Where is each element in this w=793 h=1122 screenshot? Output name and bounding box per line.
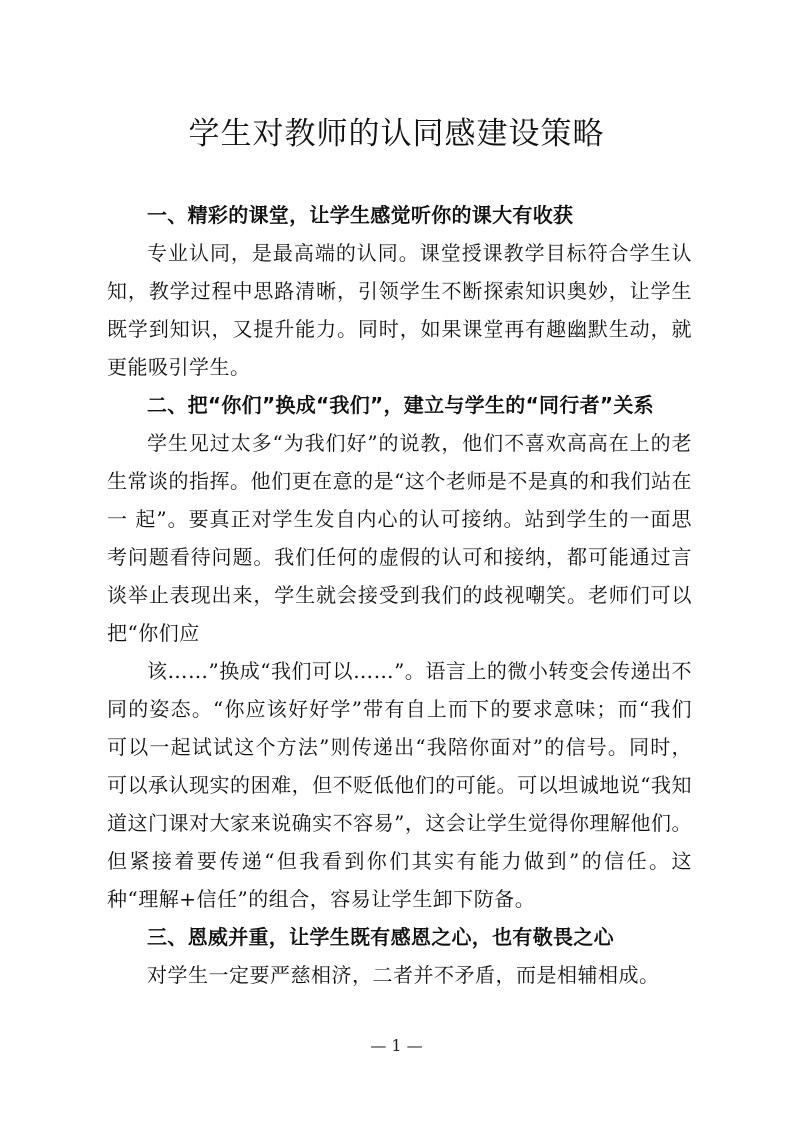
paragraph: 专业认同，是最高端的认同。课堂授课教学目标符合学生认知，教学过程中思路清晰，引领学生不断探索知识奥妙，让学生既学到知识，又提升能力。同时，如果课堂再有趣幽默生动，就更能吸引学生。 <box>107 241 692 379</box>
document-title: 学生对教师的认同感建设策略 <box>188 116 605 152</box>
paragraph: 对学生一定要严慈相济，二者并不矛盾，而是相辅相成。 <box>147 963 660 987</box>
page-number: — 1 — <box>370 1036 423 1055</box>
section-heading-2: 二、把“你们”换成“我们”，建立与学生的“同行者”关系 <box>147 393 654 417</box>
section-heading-1: 一、精彩的课堂，让学生感觉听你的课大有收获 <box>147 203 574 227</box>
paragraph: 学生见过太多“为我们好”的说教，他们不喜欢高高在上的老生常谈的指挥。他们更在意的是“这个老师是不是真的和我们站在一 起”。要真正对学生发自内心的认可接纳。站到学生的一面思考问题看待问题。我们任何的虚假的认可和接纳，都可能通过言谈举止表现出来，学生就会接受到我们的歧视嘲笑。老师们可以把“你们应 <box>107 431 692 645</box>
document-body <box>107 196 692 994</box>
section-heading-3: 三、恩威并重，让学生既有感恩之心，也有敬畏之心 <box>147 925 614 949</box>
paragraph: 该……”换成“我们可以……”。语言上的微小转变会传递出不同的姿态。“你应该好好学”带有自上而下的要求意味；而“我们可以一起试试这个方法”则传递出“我陪你面对”的信号。同时，可以承认现实的困难，但不贬低他们的可能。可以坦诚地说“我知道这门课对大家来说确实不容易”，这会让学生觉得你理解他们。但紧接着要传递“但我看到你们其实有能力做到”的信任。这种“理解+信任”的组合，容易让学生卸下防备。 <box>107 659 692 911</box>
